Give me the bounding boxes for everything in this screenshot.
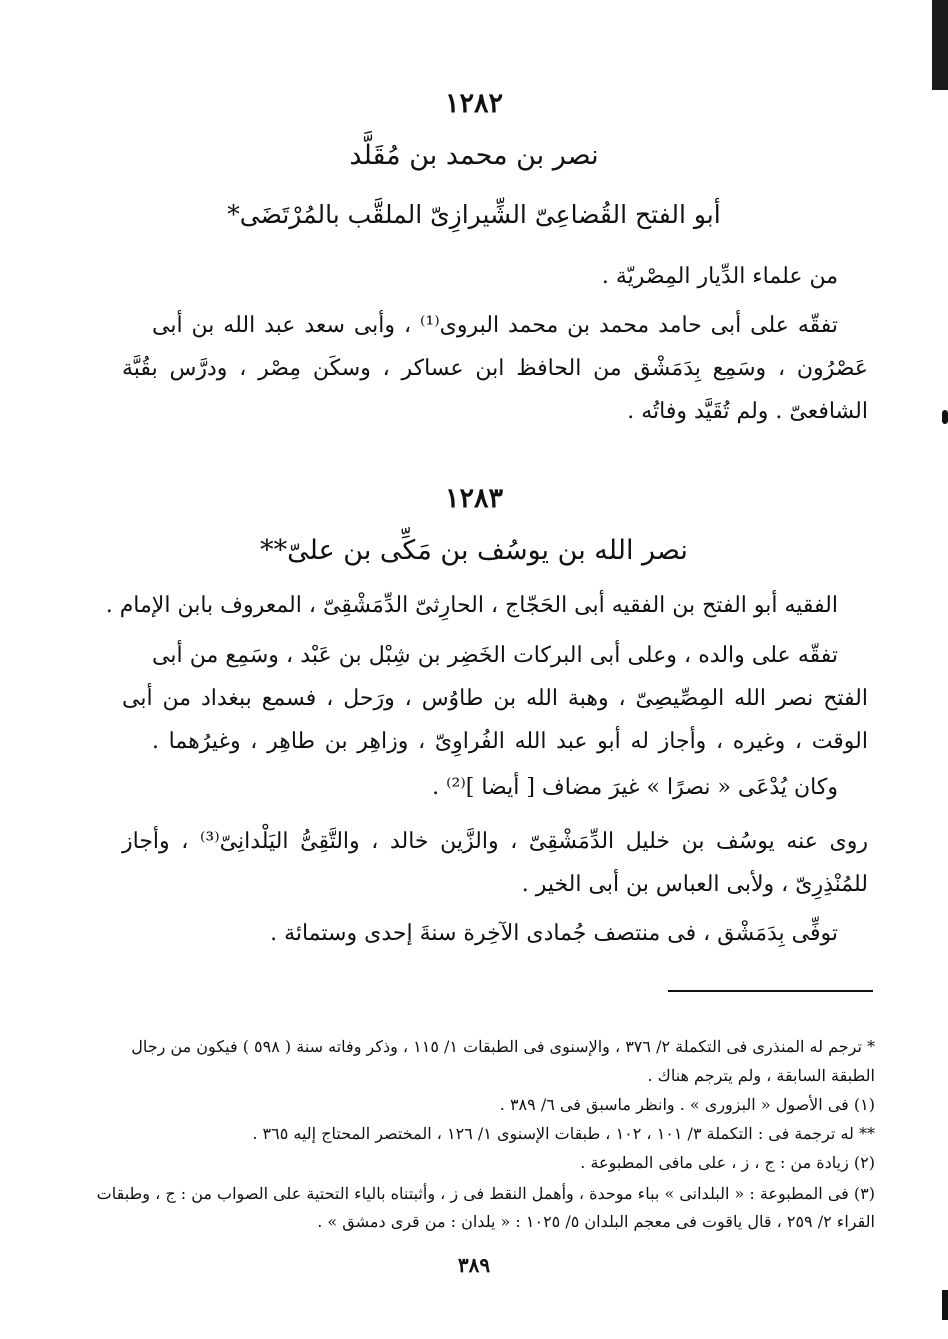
entry-text-line: للمُنْذِرِىّ ، ولأبى العباس بن أبى الخير .	[521, 872, 868, 897]
page-number: ٣٨٩	[457, 1253, 491, 1277]
entry-name: نصر الله بن يوسُف بن مَكِّى بن علىّ**	[260, 535, 688, 566]
entry-number: ١٢٨٢	[444, 88, 503, 119]
entry-text-line: تفقّه على والده ، وعلى أبى البركات الخَضِر بن شِبْل بن عَبْد ، وسَمِع من أبى	[152, 643, 838, 668]
entry-number: ١٢٨٣	[444, 483, 503, 514]
entry-text-line: عَصْرُون ، وسَمِع بِدَمَشْق من الحافظ ابن عساكر ، وسكَن مِصْر ، ودرَّس بقُبَّة	[122, 356, 868, 381]
footnote-line: ** له ترجمة فى : التكملة ٣/ ١٠١ ، ١٠٢ ، طبقات الإسنوى ١/ ١٢٦ ، المختصر المحتاج إليه ٣٦٥ .	[252, 1124, 875, 1143]
footnote-separator	[668, 990, 873, 992]
entry-text-line: الفتح نصر الله المِصِّيصِىّ ، وهبة الله بن طاوُس ، ورَحل ، فسمع ببغداد من أبى	[122, 686, 868, 711]
scan-edge-mark	[932, 0, 948, 90]
footnote-line: (١) فى الأصول « البزورى » . وانظر ماسبق فى ٦/ ٣٨٩ .	[499, 1095, 875, 1114]
entry-text-line: تفقّه على أبى حامد محمد بن محمد البروى⁽¹⁾ ، وأبى سعد عبد الله بن أبى	[152, 313, 838, 338]
footnote-line: القراء ٢/ ٢٥٩ ، قال ياقوت فى معجم البلدان ٥/ ١٠٢٥ : « يلدان : من قرى دمشق » .	[317, 1212, 875, 1231]
entry-name: نصر بن محمد بن مُقَلَّد	[349, 140, 599, 171]
entry-text-line: روى عنه يوسُف بن خليل الدِّمَشْقِىّ ، والزَّين خالد ، والتَّقِىُّ اليَلْدانِىّ⁽³⁾ ، وأجاز	[122, 829, 869, 854]
footnote-line: الطبقة السابقة ، ولم يترجم هناك .	[647, 1066, 875, 1085]
entry-text-line: وكان يُدْعَى « نصرًا » غيرَ مضاف [ أيضا ]⁽²⁾ .	[432, 775, 838, 800]
scan-edge-tick	[942, 410, 948, 424]
entry-text-line: من علماء الدِّيار المِصْريّة .	[601, 264, 838, 289]
footnote-line: (٣) فى المطبوعة : « البلدانى » بباء موحدة ، وأهمل النقط فى ز ، وأثبتناه بالياء التحتية على الصواب من : ج ، وطبقات	[96, 1184, 875, 1203]
footnote-line: * ترجم له المنذرى فى التكملة ٢/ ٣٧٦ ، والإسنوى فى الطبقات ١/ ١١٥ ، وذكر وفاته سنة ( ٥٩٨ ) فيكون من رجال	[131, 1037, 875, 1056]
entry-text-line: توفِّى بِدَمَشْق ، فى منتصف جُمادى الآخِرة سنةَ إحدى وستمائة .	[270, 921, 838, 946]
scan-edge-tick	[942, 1290, 948, 1320]
entry-subtitle: أبو الفتح القُضاعِىّ الشِّيرازِىّ الملقَّب بالمُرْتَضَى*	[227, 200, 721, 229]
footnote-line: (٢) زيادة من : ج ، ز ، على مافى المطبوعة .	[580, 1153, 875, 1172]
entry-text-line: الشافعىّ . ولم تُقَيَّد وفاتُه .	[627, 399, 868, 424]
entry-text-line: الفقيه أبو الفتح بن الفقيه أبى الحَجّاج ، الحارِثىّ الدِّمَشْقِىّ ، المعروف بابن الإمام .	[105, 593, 838, 618]
entry-text-line: الوقت ، وغيره ، وأجاز له أبو عبد الله الفُراوِىّ ، وزاهِر بن طاهِر ، وغيرُهما .	[152, 729, 868, 754]
